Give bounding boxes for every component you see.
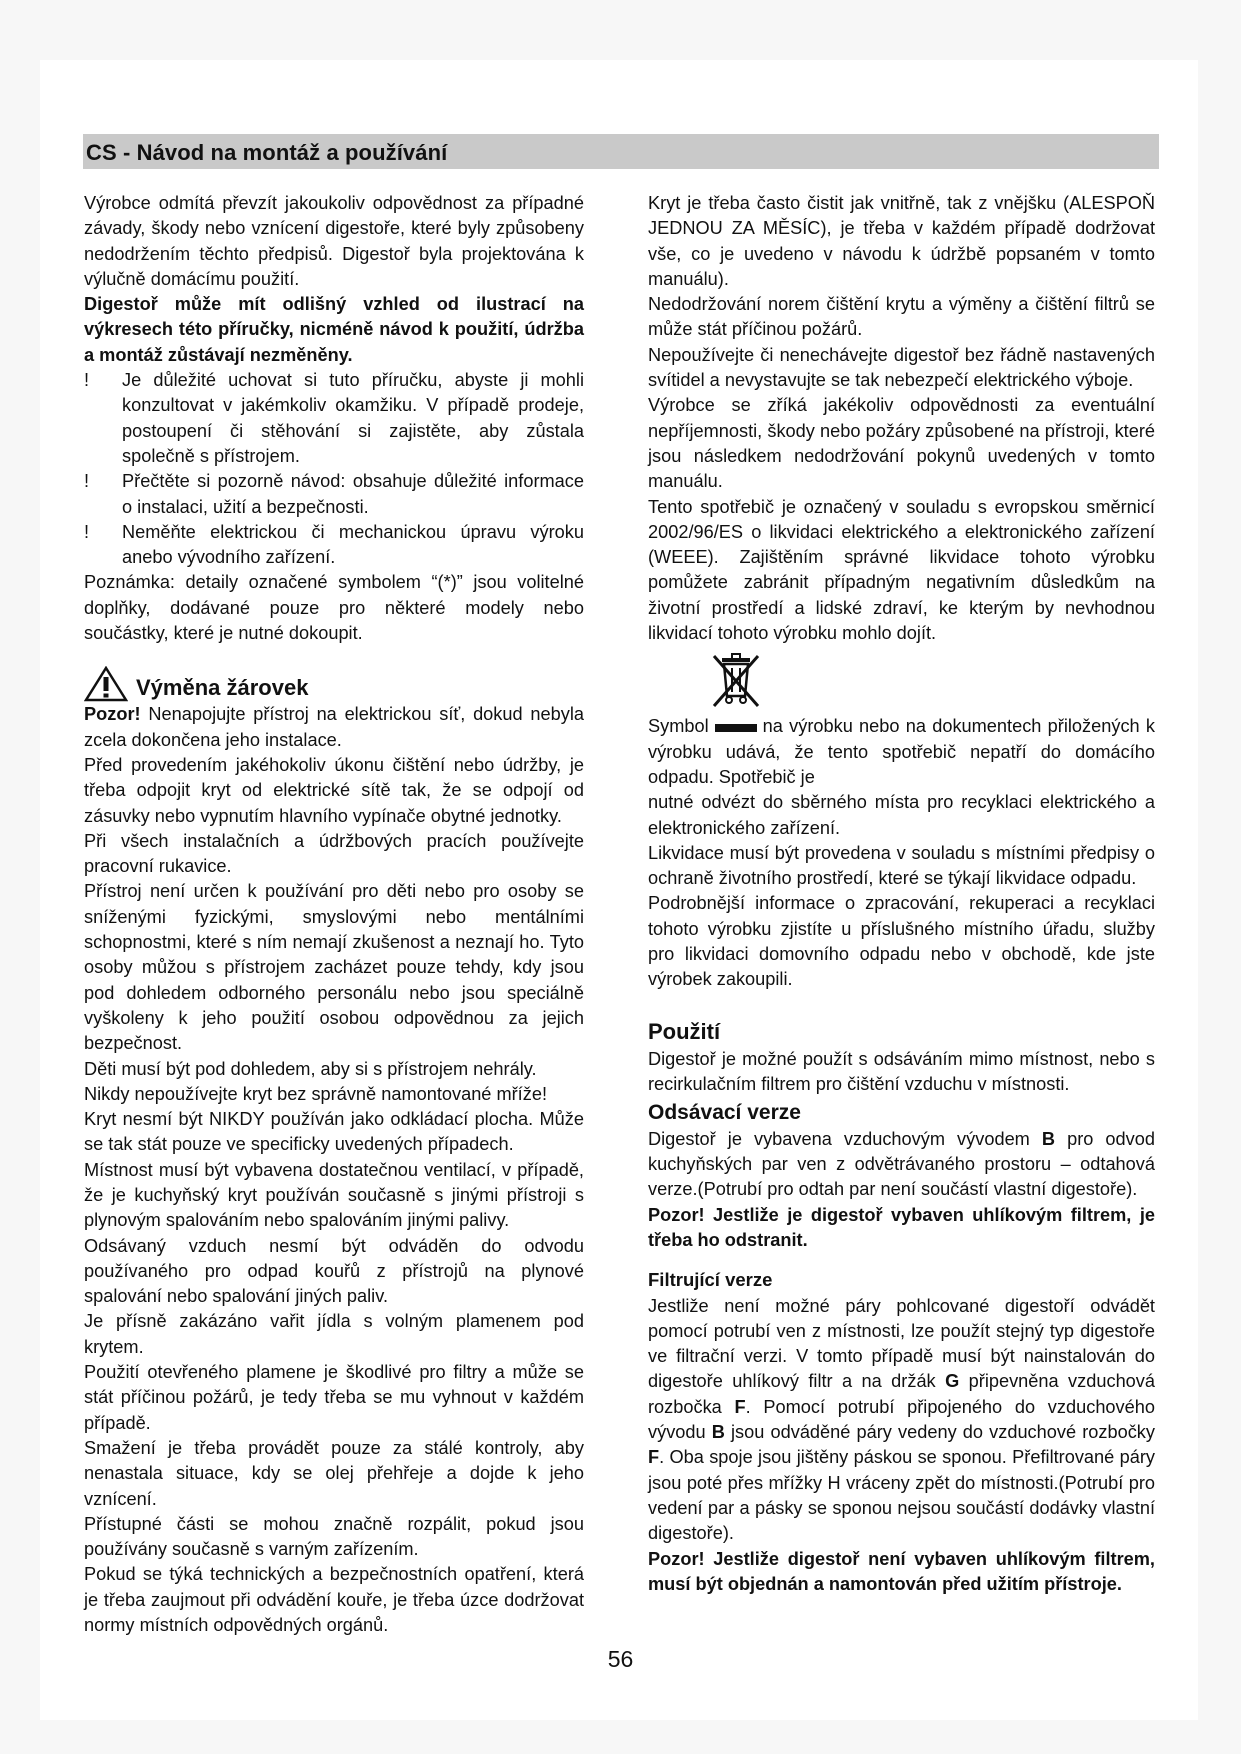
weee-paragraph: Tento spotřebič je označený v souladu s evropskou směrnicí 2002/96/ES o likvidaci elektrického a elektronického zařízení (WEEE). Zajištěním správné likvidace tohoto výrobku pomůžete zabránit případným negativním důsledkům na životní prostředí a lidské zdraví, ke kterým by nevhodnou likvidací tohoto výrobku mohlo dojít. [648, 496, 1155, 644]
body-paragraph: Podrobnější informace o zpracování, rekuperaci a recyklaci tohoto výrobku zjistíte u příslušného místního úřadu, služby pro likvidaci domovního odpadu nebo v obchodě, kde jste výrobek zakoupili. [648, 893, 1155, 990]
body-paragraph: Děti musí být pod dohledem, aby si s přístrojem nehrály. [84, 1058, 537, 1079]
body-paragraph: Nikdy nepoužívejte kryt bez správně namontované mříže! [84, 1083, 547, 1104]
section-heading-odsavaci: Odsávací verze [648, 1100, 801, 1124]
section-heading-filtr: Filtrující verze [648, 1269, 773, 1291]
bullet-item [84, 368, 584, 469]
body-paragraph: Kryt je třeba často čistit jak vnitřně, tak z vnějšku (ALESPOŇ JEDNOU ZA MĚSÍC), je třeba v každém případě dodržovat vše, co je uvedeno v návodu k údržbě popsaném v tomto manuálu). [648, 193, 1155, 289]
pozor-text: Nenapojujte přístroj na elektrickou síť, dokud nebyla zcela dokončena jeho instalace. [84, 704, 584, 750]
symbol-paragraph [648, 714, 1155, 790]
letter-f: F [648, 1447, 660, 1468]
filtr-paragraph [648, 1294, 1155, 1547]
warning-triangle-icon [84, 666, 128, 702]
warning-title: Výměna žárovek [136, 675, 309, 701]
odsavaci-paragraph [648, 1127, 1155, 1203]
page-number: 56 [607, 1646, 634, 1672]
weee-symbol-wrap [648, 646, 1155, 714]
text-run: . Pomocí potrubí připojeného do vzduchového vývodu [648, 1396, 1155, 1443]
body-paragraph: Při všech instalačních a údržbových pracích používejte pracovní rukavice. [84, 830, 584, 877]
letter-b: B [711, 1422, 725, 1443]
exclamation-icon: ! [84, 521, 90, 542]
body-paragraph: Smažení je třeba provádět pouze za stálé kontroly, aby nenastala situace, kdy se olej přehřeje a dojde k jeho vznícení. [84, 1437, 584, 1509]
black-bar-icon [715, 724, 757, 732]
body-paragraph: Použití otevřeného plamene je škodlivé pro filtry a může se stát příčinou požárů, je tedy třeba se mu vyhnout v každém případě. [84, 1362, 584, 1433]
letter-f: F [734, 1396, 746, 1417]
warning-heading [84, 664, 584, 702]
pozor-label: Pozor! [84, 704, 141, 725]
exclamation-icon: ! [84, 370, 90, 391]
body-paragraph: nutné odvézt do sběrného místa pro recyklaci elektrického a elektronického zařízení. [648, 792, 1155, 838]
text-run: Jestliže není možné páry pohlcované digestoří odvádět pomocí potrubí ven z místnosti, lze použít stejný typ digestoře ve filtrační verzi. V tomto případě musí být nainstalován do digestoře uhlíkový filtr a na držák [648, 1295, 1155, 1392]
body-paragraph: Nepoužívejte či nenechávejte digestoř bez řádně nastavených svítidel a nevystavujte se tak nebezpečí elektrického výboje. [648, 344, 1155, 391]
body-paragraph: Přístupné části se mohou značně rozpálit, pokud jsou používány současně s varným zařízením. [84, 1513, 584, 1560]
pozor-paragraph [84, 702, 584, 753]
symbol-label: Symbol [648, 716, 709, 737]
exclamation-icon: ! [84, 471, 90, 492]
body-paragraph: Místnost musí být vybavena dostatečnou ventilací, v případě, že je kuchyňský kryt používán současně s jinými přístroji s plynovým spalováním nebo spalováním jinými palivy. [84, 1159, 584, 1231]
body-paragraph: Odsávaný vzduch nesmí být odváděn do odvodu používaného pro odpad kouřů z přístrojů na plynové spalování nebo spalování jiných paliv. [84, 1235, 584, 1307]
odsavaci-warning: Pozor! Jestliže je digestoř vybaven uhlíkovým filtrem, je třeba ho odstranit. [648, 1204, 1155, 1250]
filtr-warning: Pozor! Jestliže digestoř není vybaven uhlíkovým filtrem, musí být objednán a namontován před užitím přístroje. [648, 1548, 1155, 1594]
body-paragraph: Přístroj není určen k používání pro děti nebo pro osoby se sníženými fyzickými, smyslovými nebo mentálními schopnostmi, které s ním nemají zkušenost a neznají ho. Tyto osoby můžou s přístrojem zacházet pouze tehdy, kdy jsou pod dohledem odborného personálu nebo jsou speciálně vyškoleny k jeho použití osobou odpovědnou za jejich bezpečnost. [84, 881, 584, 1054]
body-paragraph: Pokud se týká technických a bezpečnostních opatření, která je třeba zaujmout při odvádění kouře, je třeba úzce dodržovat normy místních odpovědných orgánů. [84, 1564, 584, 1636]
page-title: CS - Návod na montáž a používání [86, 140, 448, 165]
bullet-text: Neměňte elektrickou či mechanickou úpravu výroku anebo vývodního zařízení. [122, 521, 584, 568]
text-run: pro odvod kuchyňských par ven z odvětrávaného prostoru – odtahová verze.(Potrubí pro odtah par není součástí vlastní digestoře). [648, 1128, 1155, 1200]
letter-b: B [1041, 1128, 1056, 1149]
pouziti-paragraph: Digestoř je možné použít s odsáváním mimo místnost, nebo s recirkulačním filtrem pro čištění vzduchu v místnosti. [648, 1048, 1155, 1095]
bullet-item [84, 520, 584, 571]
body-paragraph: Nedodržování norem čištění krytu a výměny a čištění filtrů se může stát příčinou požárů. [648, 294, 1155, 340]
note-paragraph: Poznámka: detaily označené symbolem “(*)” jsou volitelné doplňky, dodávané pouze pro některé modely nebo součástky, které je nutné dokoupit. [84, 572, 584, 644]
text-run: . Oba spoje jsou jištěny páskou se sponou. Přefiltrované páry jsou poté přes mřížky H vráceny zpět do místnosti.(Potrubí pro vedení par a pásky se sponou nejsou součástí dodávky vlastní digestoře). [648, 1447, 1155, 1544]
symbol-text: na výrobku nebo na dokumentech přiložených k výrobku udává, že tento spotřebič nepatří do domácího odpadu. Spotřebič je [648, 716, 1155, 787]
text-run: jsou odváděné páry vedeny do vzduchové rozbočky [724, 1422, 1155, 1443]
text-run: Digestoř je vybavena vzduchovým vývodem [648, 1128, 1042, 1149]
right-column [648, 191, 1155, 1597]
bullet-item [84, 469, 584, 520]
intro-paragraph: Výrobce odmítá převzít jakoukoliv odpovědnost za případné závady, škody nebo vznícení digestoře, které byly způsobeny nedodržením těchto předpisů. Digestoř byla projektována k výlučně domácímu použití. [84, 193, 584, 289]
section-heading-pouziti: Použití [648, 1018, 721, 1044]
crossed-bin-icon [708, 652, 764, 708]
left-column [84, 191, 584, 1638]
body-paragraph: Před provedením jakéhokoliv úkonu čištění nebo údržby, je třeba odpojit kryt od elektrické sítě tak, že se odpojí od zásuvky nebo vypnutím hlavního vypínače obytné jednotky. [84, 754, 584, 826]
body-paragraph: Kryt nesmí být NIKDY používán jako odkládací plocha. Může se tak stát pouze ve specificky uvedených případech. [84, 1109, 584, 1155]
intro-bold-paragraph: Digestoř může mít odlišný vzhled od ilustrací na výkresech této příručky, nicméně návod k použití, údržba a montáž zůstávají nezměněny. [84, 294, 584, 365]
body-paragraph: Je přísně zakázáno vařit jídla s volným plamenem pod krytem. [84, 1311, 584, 1357]
letter-g: G [945, 1371, 960, 1392]
text-run: připevněna vzduchová rozbočka [648, 1371, 1156, 1417]
bullet-text: Přečtěte si pozorně návod: obsahuje důležité informace o instalaci, užití a bezpečnosti. [122, 471, 584, 517]
body-paragraph: Likvidace musí být provedena v souladu s místními předpisy o ochraně životního prostředí, které se týkají likvidace odpadu. [648, 842, 1155, 889]
body-paragraph: Výrobce se zříká jakékoliv odpovědnosti za eventuální nepříjemnosti, škody nebo požáry způsobené na přístroji, které jsou následkem nedodržování pokynů uvedených v tomto manuálu. [648, 395, 1155, 492]
bullet-text: Je důležité uchovat si tuto příručku, abyste ji mohli konzultovat v jakémkoliv okamžiku. V případě prodeje, postoupení či stěhování si zajistěte, aby zůstala společně s přístrojem. [122, 370, 584, 466]
